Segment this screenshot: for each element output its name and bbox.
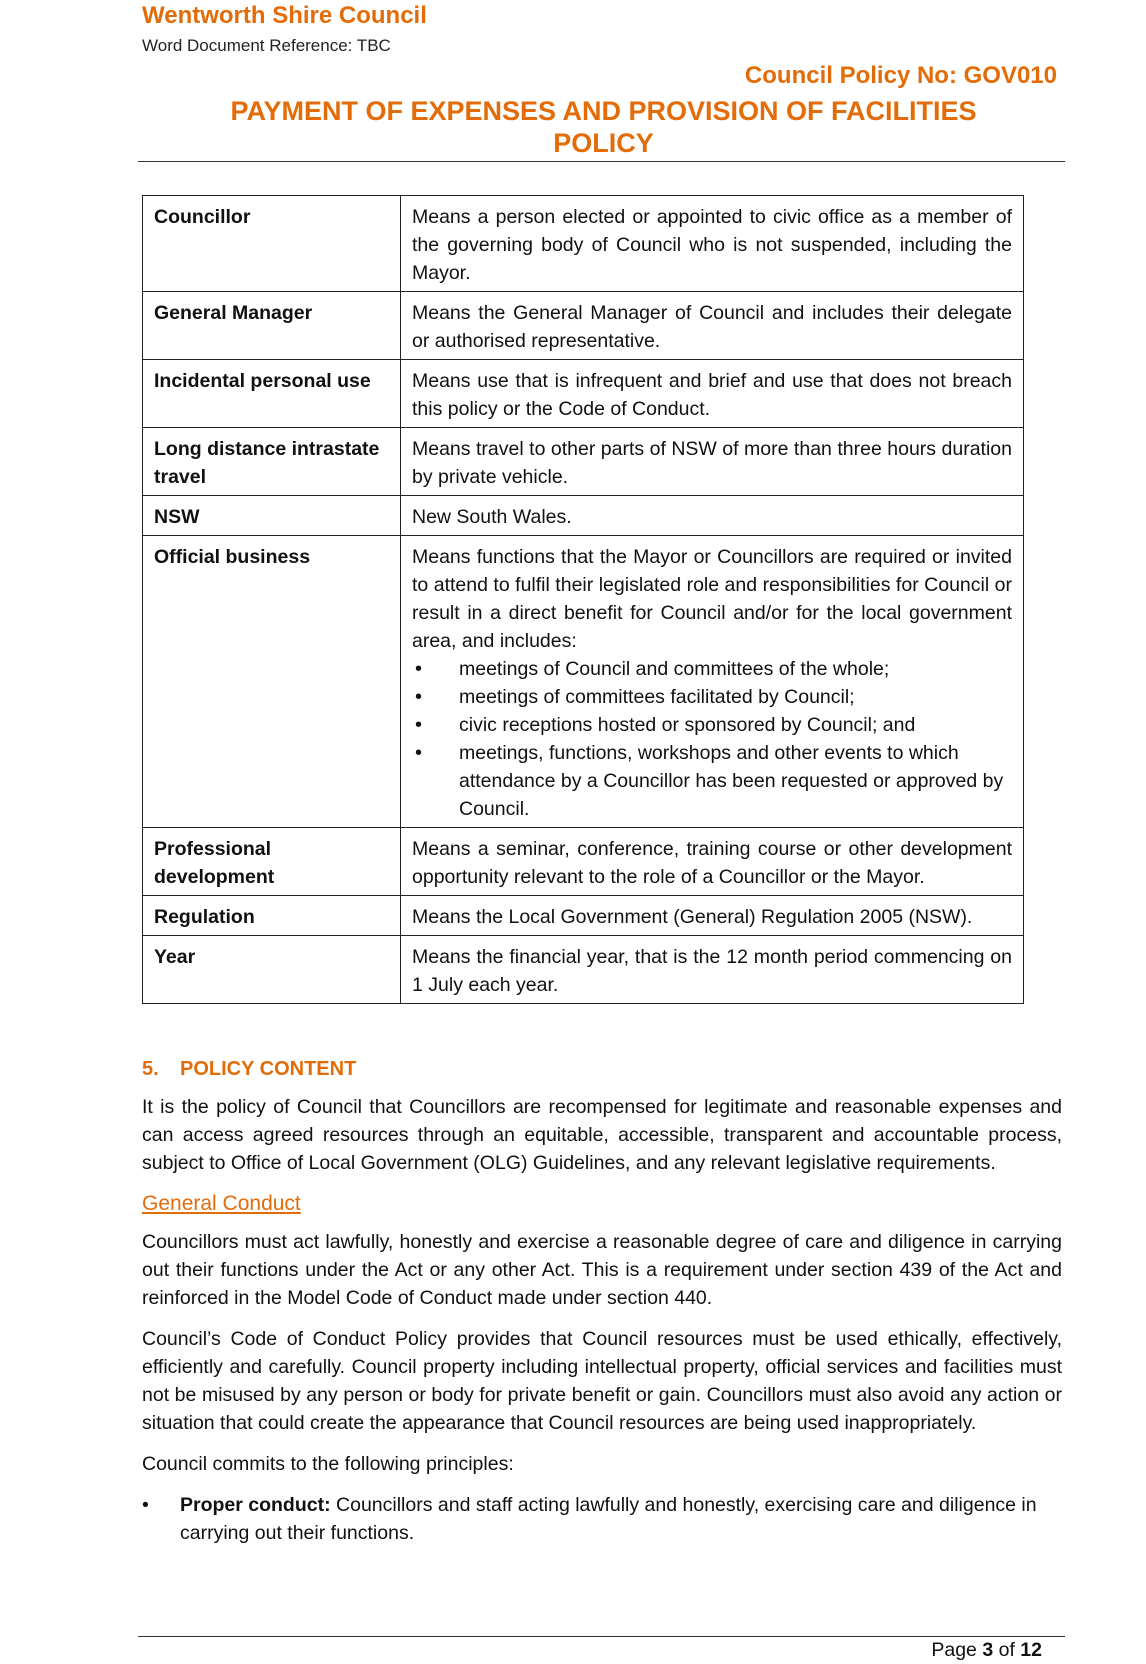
policy-title — [140, 95, 1067, 159]
table-row — [143, 292, 1024, 360]
subheading-general-conduct: General Conduct — [142, 1192, 301, 1215]
definition-description: Means the General Manager of Council and includes their delegate or authorised representative. — [401, 292, 1024, 360]
paragraph: Councillors must act lawfully, honestly and exercise a reasonable degree of care and diligence in carrying out their functions under the Act or any other Act. This is a requirement under section 439 of the Act and reinforced in the Model Code of Conduct made under section 440. — [142, 1231, 1062, 1309]
policy-content — [142, 1055, 1062, 1547]
definition-description: Means the financial year, that is the 12 month period commencing on 1 July each year. — [401, 936, 1024, 1004]
definition-term: Regulation — [143, 896, 401, 936]
table-row — [143, 936, 1024, 1004]
policy-number: Council Policy No: GOV010 — [744, 62, 1057, 89]
definition-intro: Means functions that the Mayor or Councillors are required or invited to attend to fulfil their legislated role and responsibilities for Council or result in a direct benefit for Council and/or for the local government area, and includes: — [412, 546, 1012, 652]
table-row — [143, 428, 1024, 496]
table-row — [143, 360, 1024, 428]
list-item: • meetings of Council and committees of the whole; — [412, 655, 1012, 683]
section-number: 5. — [142, 1058, 159, 1080]
list-item: • meetings of committees facilitated by Council; — [412, 683, 1012, 711]
table-row — [143, 536, 1024, 828]
list-item — [142, 1491, 1062, 1547]
definition-description: Means use that is infrequent and brief and use that does not breach this policy or the Code of Conduct. — [401, 360, 1024, 428]
definition-description: Means a seminar, conference, training course or other development opportunity relevant to the role of a Councillor or the Mayor. — [401, 828, 1024, 896]
definition-term: Councillor — [143, 196, 401, 292]
page-label: Page — [931, 1639, 983, 1661]
council-name: Wentworth Shire Council — [142, 2, 427, 29]
definition-term: Professional development — [143, 828, 401, 896]
policy-title-line1: PAYMENT OF EXPENSES AND PROVISION OF FACILITIES — [230, 96, 977, 126]
principle-label: Proper conduct: — [180, 1494, 331, 1516]
definition-term: General Manager — [143, 292, 401, 360]
definition-description: Means travel to other parts of NSW of more than three hours duration by private vehicle. — [401, 428, 1024, 496]
definition-term: Long distance intrastate travel — [143, 428, 401, 496]
total-pages: 12 — [1020, 1639, 1042, 1661]
page-of: of — [993, 1639, 1021, 1661]
section-intro: It is the policy of Council that Councillors are recompensed for legitimate and reasonable expenses and can access agreed resources through an equitable, accessible, transparent and accountable process, subject to Office of Local Government (OLG) Guidelines, and any relevant legislative requirements. — [142, 1096, 1062, 1174]
footer-divider — [138, 1636, 1065, 1637]
definition-description — [401, 536, 1024, 828]
current-page: 3 — [982, 1639, 994, 1661]
section-title: POLICY CONTENT — [180, 1058, 357, 1080]
definition-description: Means the Local Government (General) Regulation 2005 (NSW). — [401, 896, 1024, 936]
definition-description: New South Wales. — [401, 496, 1024, 536]
list-item: • meetings, functions, workshops and other events to which attendance by a Councillor has been requested or approved by Council. — [412, 739, 1012, 823]
paragraph: Council commits to the following principles: — [142, 1453, 514, 1475]
definition-term: Year — [143, 936, 401, 1004]
header-divider — [138, 161, 1065, 162]
table-row — [143, 896, 1024, 936]
table-row — [143, 196, 1024, 292]
definition-term: Incidental personal use — [143, 360, 401, 428]
document-reference: Word Document Reference: TBC — [142, 36, 391, 55]
policy-title-line2: POLICY — [553, 128, 654, 158]
table-row — [143, 828, 1024, 896]
definition-term: NSW — [143, 496, 401, 536]
definitions-table — [142, 195, 1024, 1004]
principle-text: Councillors and staff acting lawfully and honestly, exercising care and diligence in carrying out their functions. — [180, 1494, 1037, 1544]
definition-term: Official business — [143, 536, 401, 828]
table-row — [143, 496, 1024, 536]
definition-bullet-list — [412, 655, 1012, 823]
definition-description: Means a person elected or appointed to civic office as a member of the governing body of Council who is not suspended, including the Mayor. — [401, 196, 1024, 292]
section-heading — [142, 1055, 1062, 1083]
page-number — [931, 1636, 1042, 1664]
principles-list — [142, 1491, 1062, 1547]
list-item: • civic receptions hosted or sponsored by Council; and — [412, 711, 1012, 739]
paragraph: Council’s Code of Conduct Policy provides that Council resources must be used ethically, effectively, efficiently and carefully. Council property including intellectual property, official services and facilities must not be misused by any person or body for private benefit or gain. Councillors must also avoid any action or situation that could create the appearance that Council resources are being used inappropriately. — [142, 1328, 1062, 1434]
